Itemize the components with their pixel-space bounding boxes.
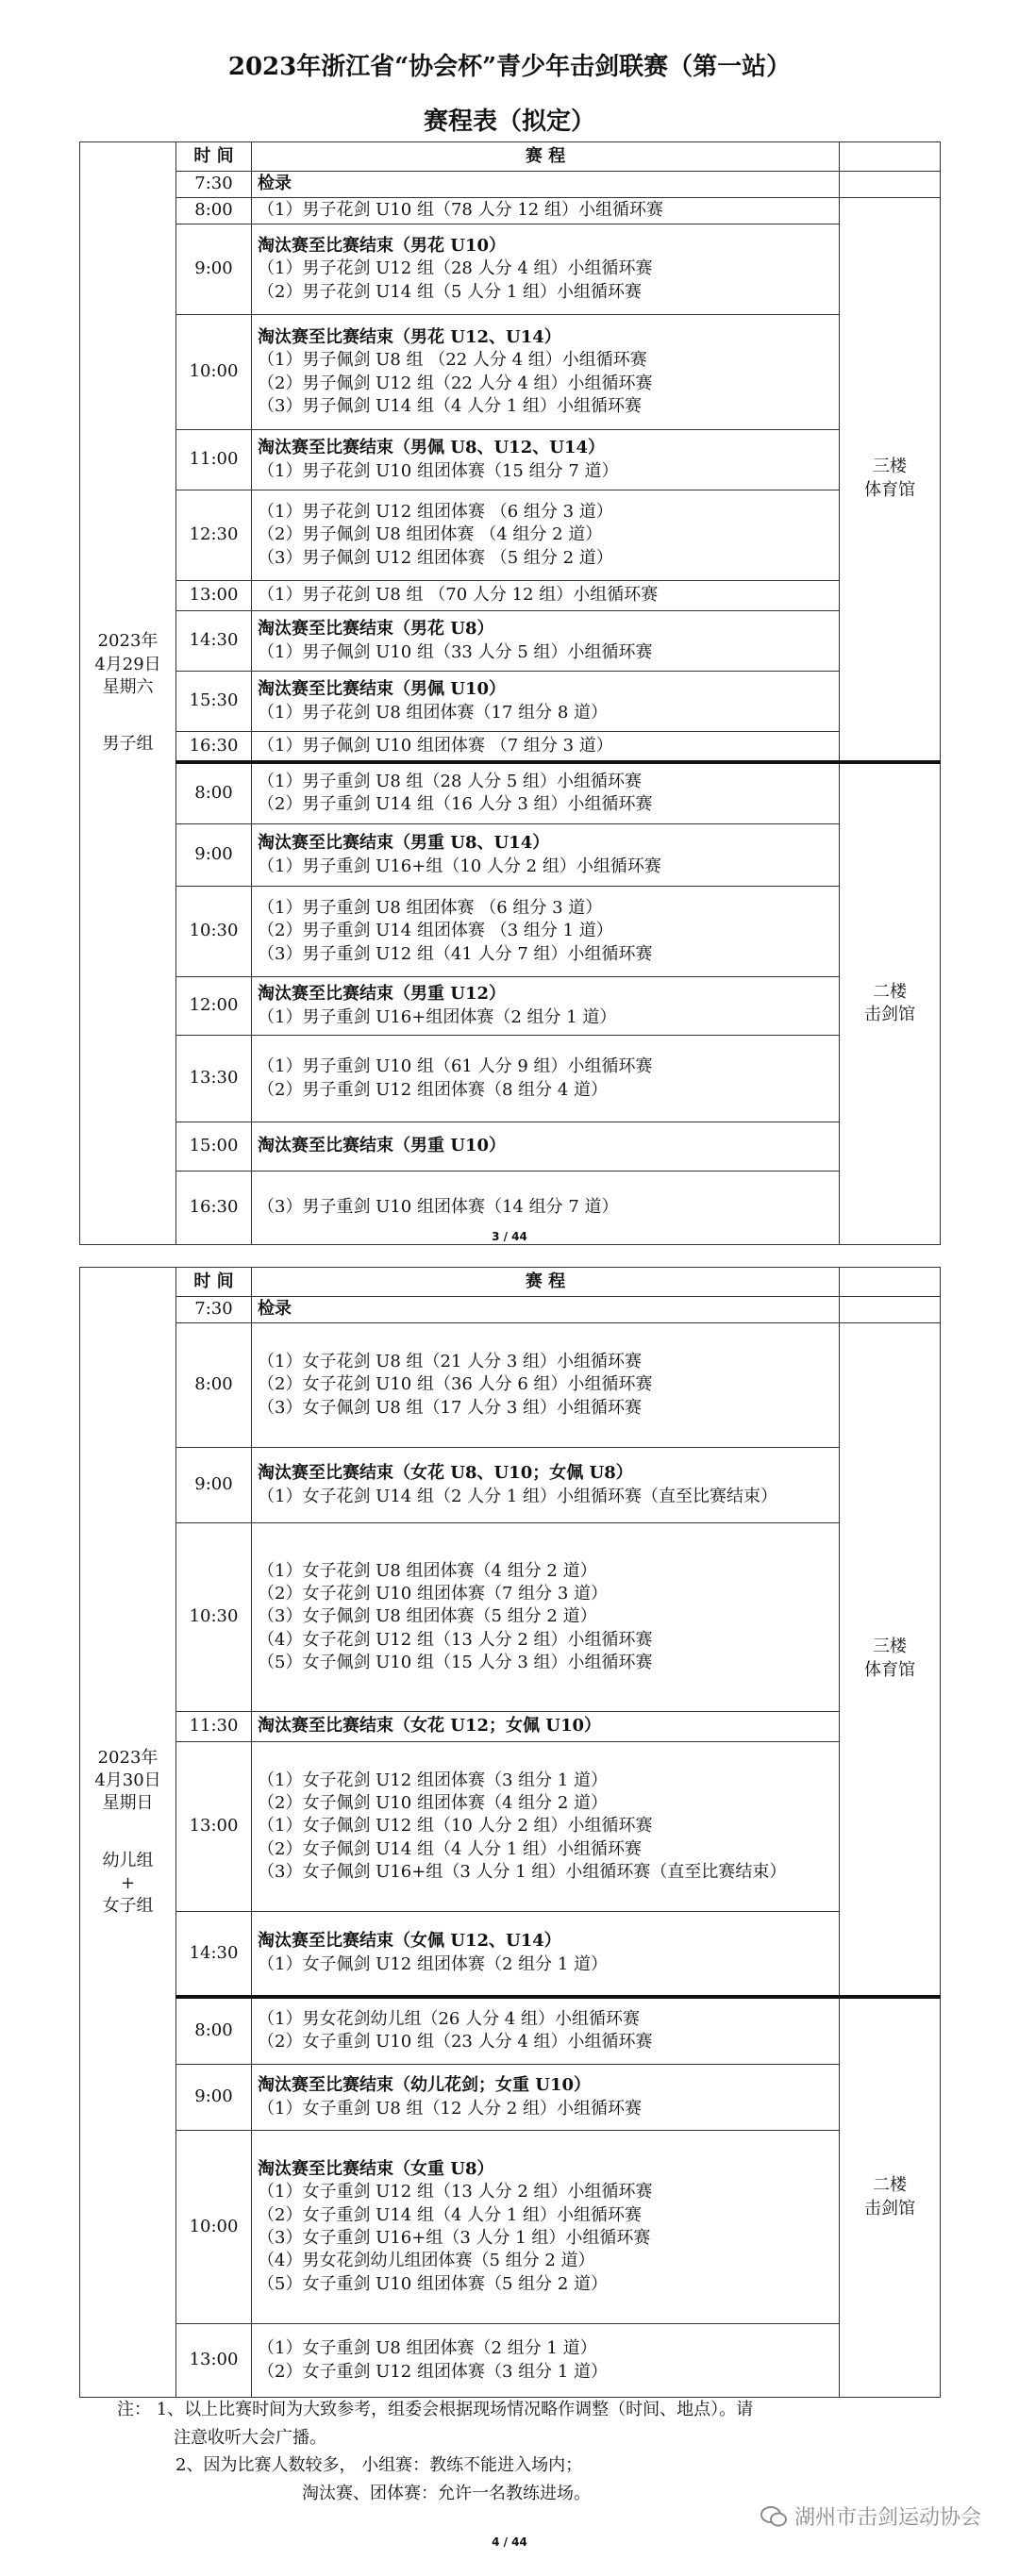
time-cell: 13:00 — [176, 581, 252, 611]
note-line: 注： 1、以上比赛时间为大致参考，组委会根据现场情况略作调整（时间、地点）。请 — [117, 2400, 754, 2419]
table-row — [80, 977, 941, 1036]
event-line: （2）男子重剑 U12 组团体赛（8 组分 4 道） — [258, 1079, 609, 1100]
event-line: 淘汰赛至比赛结束（男佩 U8、U12、U14） — [258, 438, 605, 458]
time-cell: 12:00 — [176, 977, 252, 1036]
event-line: （1）男子重剑 U10 组（61 人分 9 组）小组循环赛 — [258, 1056, 653, 1077]
date-line: 2023年 — [97, 631, 159, 652]
table-row — [80, 1742, 941, 1912]
time-header: 时 间 — [176, 142, 252, 172]
table-row — [80, 2324, 941, 2398]
group-label: 男子组 — [102, 734, 154, 755]
date-line: 4月29日 — [94, 654, 161, 674]
event-line: 淘汰赛至比赛结束（女佩 U12、U14） — [258, 1931, 561, 1952]
table-row — [80, 672, 941, 732]
venue-line: 二楼 — [873, 2175, 907, 2196]
group-label: 女子组 — [102, 1896, 154, 1917]
table-row — [80, 581, 941, 611]
event-line: （5）女子重剑 U10 组团体赛（5 组分 2 道） — [258, 2273, 609, 2294]
notes — [117, 2396, 928, 2508]
event-line: （1）男子花剑 U10 组团体赛（15 组分 7 道） — [258, 460, 619, 481]
event-line: （1）男子重剑 U16+组团体赛（2 组分 1 道） — [258, 1006, 617, 1027]
group-label: + — [120, 1872, 136, 1893]
event-cell — [252, 490, 840, 581]
table-row — [80, 2131, 941, 2324]
event-line: （3）女子佩剑 U8 组（17 人分 3 组）小组循环赛 — [258, 1397, 643, 1418]
date-cell — [80, 1268, 176, 2398]
event-line: （1）女子重剑 U8 组（12 人分 2 组）小组循环赛 — [258, 2098, 643, 2119]
event-line: （3）男子佩剑 U12 组团体赛 （5 组分 2 道） — [258, 547, 613, 568]
event-line: （1）男子重剑 U16+组（10 人分 2 组）小组循环赛 — [258, 856, 661, 876]
table-row — [80, 1712, 941, 1742]
event-line: （1）女子重剑 U8 组团体赛（2 组分 1 道） — [258, 2338, 597, 2359]
watermark — [760, 2501, 981, 2531]
venue-cell — [840, 1297, 941, 1323]
event-line: （4）男女花剑幼儿组团体赛（5 组分 2 道） — [258, 2251, 595, 2271]
table-row — [80, 887, 941, 977]
event-cell — [252, 2324, 840, 2398]
table-row — [80, 1036, 941, 1122]
event-cell — [252, 430, 840, 490]
table-row — [80, 1297, 941, 1323]
note-line: 2、因为比赛人数较多， 小组赛：教练不能进入场内； — [175, 2455, 583, 2476]
table-row — [80, 824, 941, 887]
event-cell — [252, 315, 840, 430]
event-line: （1）女子花剑 U14 组（2 人分 1 组）小组循环赛（直至比赛结束） — [258, 1486, 778, 1506]
event-line: （2）女子花剑 U10 组（36 人分 6 组）小组循环赛 — [258, 1374, 653, 1395]
time-cell: 7:30 — [176, 1297, 252, 1323]
venue-line: 体育馆 — [864, 479, 915, 500]
event-line: （1）男子花剑 U8 组 （70 人分 12 组）小组循环赛 — [258, 585, 659, 606]
time-cell: 9:00 — [176, 224, 252, 315]
watermark-text: 湖州市击剑运动协会 — [793, 2506, 981, 2530]
time-cell: 13:00 — [176, 1742, 252, 1912]
event-cell: 检录 — [252, 172, 840, 198]
event-cell — [252, 2131, 840, 2324]
event-line: （1）男子花剑 U12 组（28 人分 4 组）小组循环赛 — [258, 258, 653, 279]
venue-cell — [840, 1323, 941, 1997]
event-line: （2）女子佩剑 U14 组（4 人分 1 组）小组循环赛 — [258, 1838, 643, 1859]
time-cell: 8:00 — [176, 1323, 252, 1448]
event-line: （1）女子花剑 U8 组团体赛（4 组分 2 道） — [258, 1560, 597, 1581]
time-cell: 15:00 — [176, 1122, 252, 1172]
time-cell: 16:30 — [176, 1172, 252, 1245]
venue-cell — [840, 172, 941, 198]
date-line: 4月30日 — [94, 1770, 161, 1790]
event-cell — [252, 611, 840, 672]
event-line: （2）女子佩剑 U10 组团体赛（4 组分 2 道） — [258, 1793, 609, 1814]
header-row — [80, 142, 941, 172]
table-row — [80, 1912, 941, 1997]
event-line: （1）男子佩剑 U10 组团体赛 （7 组分 3 道） — [258, 735, 613, 756]
event-line: 淘汰赛至比赛结束（女花 U8、U10；女佩 U8） — [258, 1463, 633, 1484]
event-line: （1）男子重剑 U8 组（28 人分 5 组）小组循环赛 — [258, 771, 643, 791]
time-cell: 8:00 — [176, 1997, 252, 2065]
table-row — [80, 315, 941, 430]
event-line: （2）男子佩剑 U12 组（22 人分 4 组）小组循环赛 — [258, 373, 653, 393]
table-row — [80, 762, 941, 824]
event-cell — [252, 1122, 840, 1172]
time-cell: 10:00 — [176, 315, 252, 430]
event-line: （1）女子佩剑 U12 组团体赛（2 组分 1 道） — [258, 1953, 609, 1974]
venue-cell — [840, 762, 941, 1245]
event-cell — [252, 887, 840, 977]
venue-line: 击剑馆 — [864, 2198, 915, 2219]
event-line: 淘汰赛至比赛结束（幼儿花剑；女重 U10） — [258, 2075, 592, 2096]
event-line: 淘汰赛至比赛结束（男重 U8、U14） — [258, 833, 550, 854]
page-subtitle: 赛程表（拟定） — [423, 108, 595, 136]
event-line: （2）男子重剑 U14 组团体赛 （3 组分 1 道） — [258, 921, 613, 941]
event-line: （2）男子重剑 U14 组（16 人分 3 组）小组循环赛 — [258, 794, 653, 815]
event-cell — [252, 1036, 840, 1122]
schedule-table-apr29 — [79, 141, 941, 1245]
event-cell — [252, 1523, 840, 1712]
time-cell: 14:30 — [176, 1912, 252, 1997]
event-line: （1）男子重剑 U8 组团体赛 （6 组分 3 道） — [258, 898, 603, 919]
table-row — [80, 1448, 941, 1523]
event-line: （1）女子花剑 U12 组团体赛（3 组分 1 道） — [258, 1770, 609, 1790]
event-cell — [252, 581, 840, 611]
time-cell: 15:30 — [176, 672, 252, 732]
table-row — [80, 1122, 941, 1172]
event-line: （1）男子佩剑 U10 组（33 人分 5 组）小组循环赛 — [258, 641, 653, 662]
event-line: 淘汰赛至比赛结束（男花 U8） — [258, 619, 494, 640]
time-cell: 10:30 — [176, 887, 252, 977]
event-line: （3）男子重剑 U10 组团体赛（14 组分 7 道） — [258, 1197, 619, 1218]
table-body — [80, 142, 941, 1245]
page-number: 4 / 44 — [492, 2535, 527, 2549]
event-line: （3）女子佩剑 U8 组团体赛（5 组分 2 道） — [258, 1606, 597, 1627]
event-line: （2）女子重剑 U12 组团体赛（3 组分 1 道） — [258, 2361, 609, 2382]
event-cell — [252, 224, 840, 315]
time-cell: 14:30 — [176, 611, 252, 672]
event-line: （1）男女花剑幼儿组（26 人分 4 组）小组循环赛 — [258, 2008, 640, 2029]
event-line: （2）男子花剑 U14 组（5 人分 1 组）小组循环赛 — [258, 281, 643, 302]
venue-header — [840, 142, 941, 172]
event-line: （3）男子重剑 U12 组（41 人分 7 组）小组循环赛 — [258, 943, 653, 964]
time-header: 时 间 — [176, 1268, 252, 1297]
header-row — [80, 1268, 941, 1297]
time-cell: 13:00 — [176, 2324, 252, 2398]
event-line: 淘汰赛至比赛结束（女花 U12；女佩 U10） — [258, 1716, 602, 1737]
table-row — [80, 1323, 941, 1448]
group-label: 幼儿组 — [102, 1850, 154, 1870]
event-line: （1）男子佩剑 U8 组 （22 人分 4 组）小组循环赛 — [258, 350, 647, 371]
time-cell: 8:00 — [176, 198, 252, 224]
event-cell — [252, 762, 840, 824]
venue-header — [840, 1268, 941, 1297]
event-line: （2）女子重剑 U14 组（4 人分 1 组）小组循环赛 — [258, 2204, 643, 2225]
time-cell: 11:30 — [176, 1712, 252, 1742]
venue-line: 体育馆 — [864, 1659, 915, 1680]
event-cell — [252, 732, 840, 762]
event-cell — [252, 1323, 840, 1448]
venue-line: 击剑馆 — [864, 1005, 915, 1025]
time-cell: 9:00 — [176, 1448, 252, 1523]
event-line: （3）女子佩剑 U16+组（3 人分 1 组）小组循环赛（直至比赛结束） — [258, 1861, 787, 1882]
venue-cell — [840, 1997, 941, 2398]
event-line: （1）女子重剑 U12 组（13 人分 2 组）小组循环赛 — [258, 2182, 653, 2202]
time-cell: 9:00 — [176, 2065, 252, 2131]
venue-line: 三楼 — [873, 457, 907, 477]
venue-cell — [840, 198, 941, 762]
event-line: （1）女子佩剑 U12 组（10 人分 2 组）小组循环赛 — [258, 1816, 653, 1836]
event-line: （2）女子重剑 U10 组（23 人分 4 组）小组循环赛 — [258, 2032, 653, 2052]
date-cell — [80, 142, 176, 1245]
event-cell — [252, 198, 840, 224]
venue-line: 二楼 — [873, 981, 907, 1002]
schedule-table-apr30 — [79, 1267, 941, 2398]
event-line: 淘汰赛至比赛结束（男花 U12、U14） — [258, 326, 561, 347]
table-row — [80, 732, 941, 762]
event-cell — [252, 1997, 840, 2065]
table-row — [80, 1997, 941, 2065]
table-row — [80, 430, 941, 490]
event-cell — [252, 977, 840, 1036]
event-line: （3）女子重剑 U16+组（3 人分 1 组）小组循环赛 — [258, 2228, 651, 2248]
event-cell — [252, 824, 840, 887]
table-row — [80, 224, 941, 315]
time-cell: 10:00 — [176, 2131, 252, 2324]
event-cell — [252, 1448, 840, 1523]
event-line: （2）男子佩剑 U8 组团体赛 （4 组分 2 道） — [258, 524, 603, 545]
page-number: 3 / 44 — [492, 1230, 527, 1243]
event-line: 淘汰赛至比赛结束（女重 U8） — [258, 2159, 494, 2180]
date-line: 2023年 — [97, 1747, 159, 1768]
time-cell: 16:30 — [176, 732, 252, 762]
note-line: 注意收听大会广播。 — [174, 2427, 326, 2448]
event-line: （4）女子花剑 U12 组（13 人分 2 组）小组循环赛 — [258, 1629, 653, 1650]
schedule-header: 赛 程 — [252, 142, 840, 172]
event-line: （3）男子佩剑 U14 组（4 人分 1 组）小组循环赛 — [258, 395, 643, 416]
event-cell — [252, 672, 840, 732]
event-cell — [252, 1712, 840, 1742]
time-cell: 11:00 — [176, 430, 252, 490]
event-line: （1）男子花剑 U10 组（78 人分 12 组）小组循环赛 — [258, 200, 663, 221]
date-line: 星期日 — [102, 1793, 154, 1814]
event-cell — [252, 2065, 840, 2131]
event-cell — [252, 1912, 840, 1997]
event-line: （2）女子花剑 U10 组团体赛（7 组分 3 道） — [258, 1584, 609, 1604]
event-line: （1）男子花剑 U8 组团体赛（17 组分 8 道） — [258, 702, 609, 723]
event-line: 淘汰赛至比赛结束（男重 U10） — [258, 1136, 507, 1156]
table-row — [80, 172, 941, 198]
time-cell: 7:30 — [176, 172, 252, 198]
event-line: （5）女子佩剑 U10 组（15 人分 3 组）小组循环赛 — [258, 1652, 653, 1672]
event-cell: 检录 — [252, 1297, 840, 1323]
table-row — [80, 2065, 941, 2131]
event-line: （1）男子花剑 U12 组团体赛 （6 组分 3 道） — [258, 502, 613, 523]
date-line: 星期六 — [102, 677, 154, 697]
event-cell — [252, 1742, 840, 1912]
wechat-icon — [760, 2506, 787, 2527]
page-title: 2023年浙江省“协会杯”青少年击剑联赛（第一站） — [227, 53, 792, 81]
table-body — [80, 1268, 941, 2398]
table-row — [80, 198, 941, 224]
table-row — [80, 1523, 941, 1712]
table-row — [80, 490, 941, 581]
event-line: 淘汰赛至比赛结束（男重 U12） — [258, 984, 507, 1005]
note-line: 淘汰赛、团体赛：允许一名教练进场。 — [302, 2484, 591, 2504]
event-line: （1）女子花剑 U8 组（21 人分 3 组）小组循环赛 — [258, 1352, 643, 1372]
time-cell: 9:00 — [176, 824, 252, 887]
event-line: 淘汰赛至比赛结束（男佩 U10） — [258, 679, 507, 700]
time-cell: 13:30 — [176, 1036, 252, 1122]
time-cell: 12:30 — [176, 490, 252, 581]
event-line: 淘汰赛至比赛结束（男花 U10） — [258, 236, 507, 257]
venue-line: 三楼 — [873, 1637, 907, 1657]
time-cell: 8:00 — [176, 762, 252, 824]
time-cell: 10:30 — [176, 1523, 252, 1712]
schedule-header: 赛 程 — [252, 1268, 840, 1297]
table-row — [80, 611, 941, 672]
